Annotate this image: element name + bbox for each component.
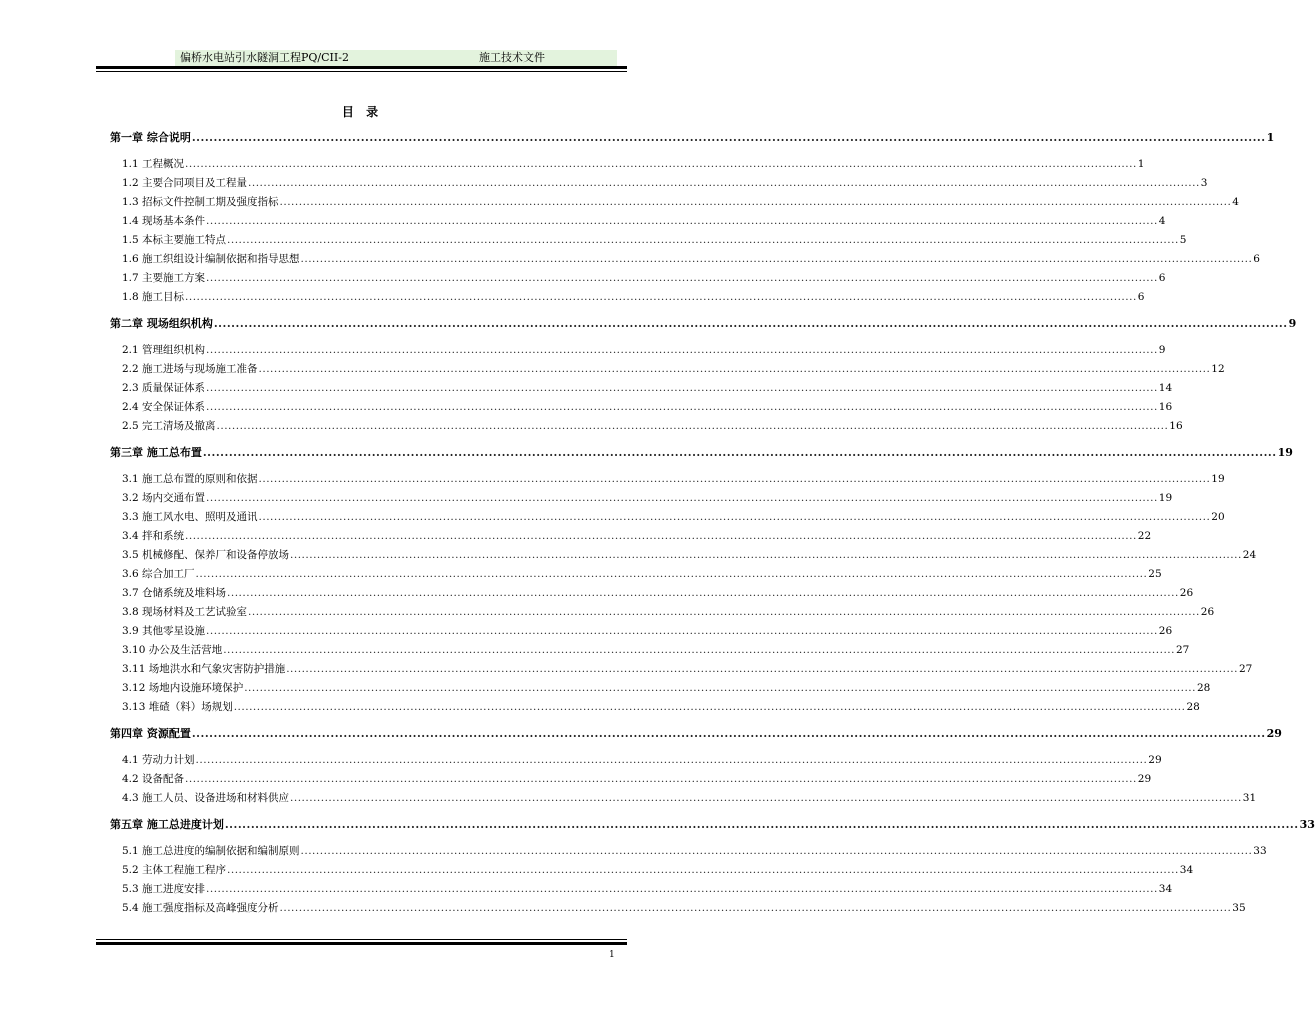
toc-section-2-3[interactable] (122, 380, 1173, 396)
toc-section-1-1[interactable] (122, 156, 1145, 172)
toc-leader-dots: ........................................................................................................................................................................................................................................................ (233, 701, 1186, 713)
toc-section-4-3[interactable] (122, 790, 1257, 806)
toc-section-title: 2.1 管理组织机构 (122, 344, 206, 356)
toc-section-2-5[interactable] (122, 418, 1183, 434)
toc-chapter-title: 第二章 现场组织机构 (110, 317, 213, 330)
toc-section-title: 3.1 施工总布置的原则和依据 (122, 473, 258, 485)
toc-section-title: 1.3 招标文件控制工期及强度指标 (122, 196, 279, 208)
toc-section-1-4[interactable] (122, 213, 1166, 229)
toc-section-3-6[interactable] (122, 566, 1162, 582)
toc-leader-dots: ........................................................................................................................................................................................................................................................ (290, 792, 1242, 804)
toc-page-number: 19 (1158, 492, 1173, 504)
toc-page-number: 3 (1200, 177, 1208, 189)
toc-leader-dots: ........................................................................................................................................................................................................................................................ (206, 272, 1158, 284)
header-doc-type: 施工技术文件 (479, 51, 545, 64)
toc-leader-dots: ........................................................................................................................................................................................................................................................ (213, 317, 1288, 330)
header-rule-thick (96, 66, 627, 69)
toc-section-title: 3.2 场内交通布置 (122, 492, 206, 504)
footer-rule-thin (96, 939, 627, 940)
toc-leader-dots: ........................................................................................................................................................................................................................................................ (185, 530, 1137, 542)
toc-leader-dots: ........................................................................................................................................................................................................................................................ (206, 401, 1158, 413)
toc-leader-dots: ........................................................................................................................................................................................................................................................ (258, 363, 1211, 375)
toc-leader-dots: ........................................................................................................................................................................................................................................................ (258, 473, 1211, 485)
toc-page-number: 16 (1158, 401, 1173, 413)
toc-section-3-9[interactable] (122, 623, 1173, 639)
toc-section-title: 2.2 施工进场与现场施工准备 (122, 363, 258, 375)
toc-page-number: 6 (1158, 272, 1166, 284)
toc-leader-dots: ........................................................................................................................................................................................................................................................ (202, 446, 1277, 459)
toc-leader-dots: ........................................................................................................................................................................................................................................................ (227, 234, 1179, 246)
toc-page-number: 29 (1137, 773, 1152, 785)
toc-section-title: 3.12 场地内设施环境保护 (122, 682, 244, 694)
toc-section-title: 3.4 拌和系统 (122, 530, 185, 542)
toc-leader-dots: ........................................................................................................................................................................................................................................................ (195, 568, 1148, 580)
toc-section-title: 4.2 设备配备 (122, 773, 185, 785)
toc-section-title: 1.1 工程概况 (122, 158, 185, 170)
toc-page-number: 24 (1242, 549, 1257, 561)
toc-leader-dots: ........................................................................................................................................................................................................................................................ (248, 177, 1200, 189)
toc-page-number: 31 (1242, 792, 1257, 804)
toc-section-5-2[interactable] (122, 862, 1194, 878)
toc-section-3-12[interactable] (122, 680, 1211, 696)
toc-leader-dots: ........................................................................................................................................................................................................................................................ (290, 549, 1242, 561)
toc-leader-dots: ........................................................................................................................................................................................................................................................ (216, 420, 1169, 432)
toc-page-number: 34 (1179, 864, 1194, 876)
toc-section-3-4[interactable] (122, 528, 1152, 544)
toc-section-2-4[interactable] (122, 399, 1173, 415)
toc-leader-dots: ........................................................................................................................................................................................................................................................ (300, 845, 1253, 857)
toc-section-title: 5.2 主体工程施工程序 (122, 864, 227, 876)
toc-section-title: 3.9 其他零星设施 (122, 625, 206, 637)
toc-section-title: 4.3 施工人员、设备进场和材料供应 (122, 792, 290, 804)
toc-section-2-1[interactable] (122, 342, 1166, 358)
toc-section-title: 2.3 质量保证体系 (122, 382, 206, 394)
toc-section-3-2[interactable] (122, 490, 1173, 506)
toc-leader-dots: ........................................................................................................................................................................................................................................................ (300, 253, 1253, 265)
toc-leader-dots: ........................................................................................................................................................................................................................................................ (195, 754, 1148, 766)
toc-section-title: 1.2 主要合同项目及工程量 (122, 177, 248, 189)
toc-section-title: 3.6 综合加工厂 (122, 568, 195, 580)
toc-page-number: 19 (1211, 473, 1225, 485)
toc-page-number: 4 (1232, 196, 1239, 208)
toc-leader-dots: ........................................................................................................................................................................................................................................................ (223, 644, 1175, 656)
toc-section-2-2[interactable] (122, 361, 1225, 377)
toc-leader-dots: ........................................................................................................................................................................................................................................................ (185, 773, 1137, 785)
toc-section-3-5[interactable] (122, 547, 1257, 563)
toc-page-number: 26 (1158, 625, 1173, 637)
toc-page-number: 34 (1158, 883, 1173, 895)
toc-chapter-5[interactable] (110, 816, 1315, 832)
toc-chapter-1[interactable] (110, 129, 1275, 145)
toc-page-number: 29 (1148, 754, 1162, 766)
toc-section-3-10[interactable] (122, 642, 1190, 658)
toc-section-title: 3.13 堆碴（料）场规划 (122, 701, 233, 713)
toc-page-number: 6 (1137, 291, 1145, 303)
toc-section-5-1[interactable] (122, 843, 1267, 859)
toc-section-title: 3.10 办公及生活营地 (122, 644, 223, 656)
toc-section-title: 5.3 施工进度安排 (122, 883, 206, 895)
toc-page-number: 20 (1211, 511, 1225, 523)
toc-leader-dots: ........................................................................................................................................................................................................................................................ (185, 291, 1137, 303)
toc-section-title: 3.5 机械修配、保养厂和设备停放场 (122, 549, 290, 561)
toc-section-title: 3.11 场地洪水和气象灾害防护措施 (122, 663, 286, 675)
toc-section-title: 5.4 施工强度指标及高峰强度分析 (122, 902, 279, 914)
toc-page-number: 19 (1277, 446, 1293, 459)
toc-section-title: 1.7 主要施工方案 (122, 272, 206, 284)
toc-section-4-2[interactable] (122, 771, 1152, 787)
toc-leader-dots: ........................................................................................................................................................................................................................................................ (258, 511, 1211, 523)
toc-section-title: 3.8 现场材料及工艺试验室 (122, 606, 248, 618)
toc-leader-dots: ........................................................................................................................................................................................................................................................ (206, 382, 1158, 394)
toc-page-number: 27 (1238, 663, 1253, 675)
toc-page-number: 25 (1148, 568, 1162, 580)
toc-section-1-6[interactable] (122, 251, 1260, 267)
toc-section-1-3[interactable] (122, 194, 1239, 210)
toc-chapter-title: 第三章 施工总布置 (110, 446, 202, 459)
toc-section-3-1[interactable] (122, 471, 1225, 487)
toc-leader-dots: ........................................................................................................................................................................................................................................................ (224, 818, 1299, 831)
toc-page-number: 4 (1158, 215, 1166, 227)
toc-section-3-7[interactable] (122, 585, 1194, 601)
toc-chapter-title: 第一章 综合说明 (110, 131, 191, 144)
toc-title: 目 录 (341, 105, 383, 119)
toc-leader-dots: ........................................................................................................................................................................................................................................................ (227, 864, 1179, 876)
toc-leader-dots: ........................................................................................................................................................................................................................................................ (206, 625, 1158, 637)
toc-page-number: 1 (1137, 158, 1145, 170)
toc-leader-dots: ........................................................................................................................................................................................................................................................ (206, 883, 1158, 895)
toc-page-number: 6 (1253, 253, 1260, 265)
toc-leader-dots: ........................................................................................................................................................................................................................................................ (206, 215, 1158, 227)
toc-leader-dots: ........................................................................................................................................................................................................................................................ (191, 131, 1266, 144)
toc-chapter-title: 第五章 施工总进度计划 (110, 818, 224, 831)
toc-page-number: 26 (1179, 587, 1194, 599)
toc-page-number: 9 (1158, 344, 1166, 356)
toc-section-4-1[interactable] (122, 752, 1162, 768)
toc-section-title: 1.4 现场基本条件 (122, 215, 206, 227)
footer-page-number: 1 (609, 950, 615, 960)
toc-page-number: 26 (1200, 606, 1215, 618)
toc-chapter-4[interactable] (110, 725, 1282, 741)
toc-section-1-8[interactable] (122, 289, 1145, 305)
toc-section-3-13[interactable] (122, 699, 1200, 715)
toc-page-number: 12 (1211, 363, 1225, 375)
toc-leader-dots: ........................................................................................................................................................................................................................................................ (206, 492, 1158, 504)
toc-leader-dots: ........................................................................................................................................................................................................................................................ (279, 196, 1232, 208)
toc-section-title: 2.5 完工清场及撤离 (122, 420, 216, 432)
toc-leader-dots: ........................................................................................................................................................................................................................................................ (206, 344, 1158, 356)
toc-leader-dots: ........................................................................................................................................................................................................................................................ (279, 902, 1232, 914)
toc-section-title: 4.1 劳动力计划 (122, 754, 195, 766)
toc-page-number: 27 (1175, 644, 1190, 656)
toc-chapter-3[interactable] (110, 444, 1293, 460)
toc-section-3-3[interactable] (122, 509, 1225, 525)
toc-section-title: 1.5 本标主要施工特点 (122, 234, 227, 246)
toc-section-3-11[interactable] (122, 661, 1253, 677)
toc-page-number: 35 (1232, 902, 1246, 914)
toc-leader-dots: ........................................................................................................................................................................................................................................................ (227, 587, 1179, 599)
header-rule-thin (96, 71, 627, 72)
toc-section-5-4[interactable] (122, 900, 1246, 916)
toc-page-number: 29 (1266, 727, 1282, 740)
toc-section-5-3[interactable] (122, 881, 1173, 897)
toc-chapter-title: 第四章 资源配置 (110, 727, 191, 740)
toc-chapter-2[interactable] (110, 315, 1297, 331)
footer-rule-thick (96, 942, 627, 945)
toc-leader-dots: ........................................................................................................................................................................................................................................................ (191, 727, 1266, 740)
toc-section-title: 3.7 仓储系统及堆料场 (122, 587, 227, 599)
toc-page-number: 33 (1299, 818, 1315, 831)
toc-page-number: 28 (1186, 701, 1200, 713)
toc-page-number: 14 (1158, 382, 1173, 394)
toc-leader-dots: ........................................................................................................................................................................................................................................................ (286, 663, 1238, 675)
toc-page-number: 5 (1179, 234, 1187, 246)
toc-page-number: 22 (1137, 530, 1152, 542)
toc-section-1-7[interactable] (122, 270, 1166, 286)
toc-leader-dots: ........................................................................................................................................................................................................................................................ (185, 158, 1137, 170)
toc-section-title: 5.1 施工总进度的编制依据和编制原则 (122, 845, 300, 857)
toc-section-1-5[interactable] (122, 232, 1187, 248)
toc-leader-dots: ........................................................................................................................................................................................................................................................ (244, 682, 1196, 694)
toc-page-number: 28 (1196, 682, 1211, 694)
toc-section-3-8[interactable] (122, 604, 1215, 620)
toc-page-number: 16 (1169, 420, 1183, 432)
toc-leader-dots: ........................................................................................................................................................................................................................................................ (248, 606, 1200, 618)
toc-page-number: 1 (1266, 131, 1275, 144)
toc-section-title: 2.4 安全保证体系 (122, 401, 206, 413)
toc-page-number: 33 (1253, 845, 1267, 857)
toc-page-number: 9 (1288, 317, 1297, 330)
toc-section-title: 3.3 施工风水电、照明及通讯 (122, 511, 258, 523)
toc-section-title: 1.8 施工目标 (122, 291, 185, 303)
header-project-title: 偏桥水电站引水隧洞工程PQ/CII-2 (180, 51, 349, 64)
toc-section-1-2[interactable] (122, 175, 1208, 191)
toc-section-title: 1.6 施工织组设计编制依据和指导思想 (122, 253, 300, 265)
